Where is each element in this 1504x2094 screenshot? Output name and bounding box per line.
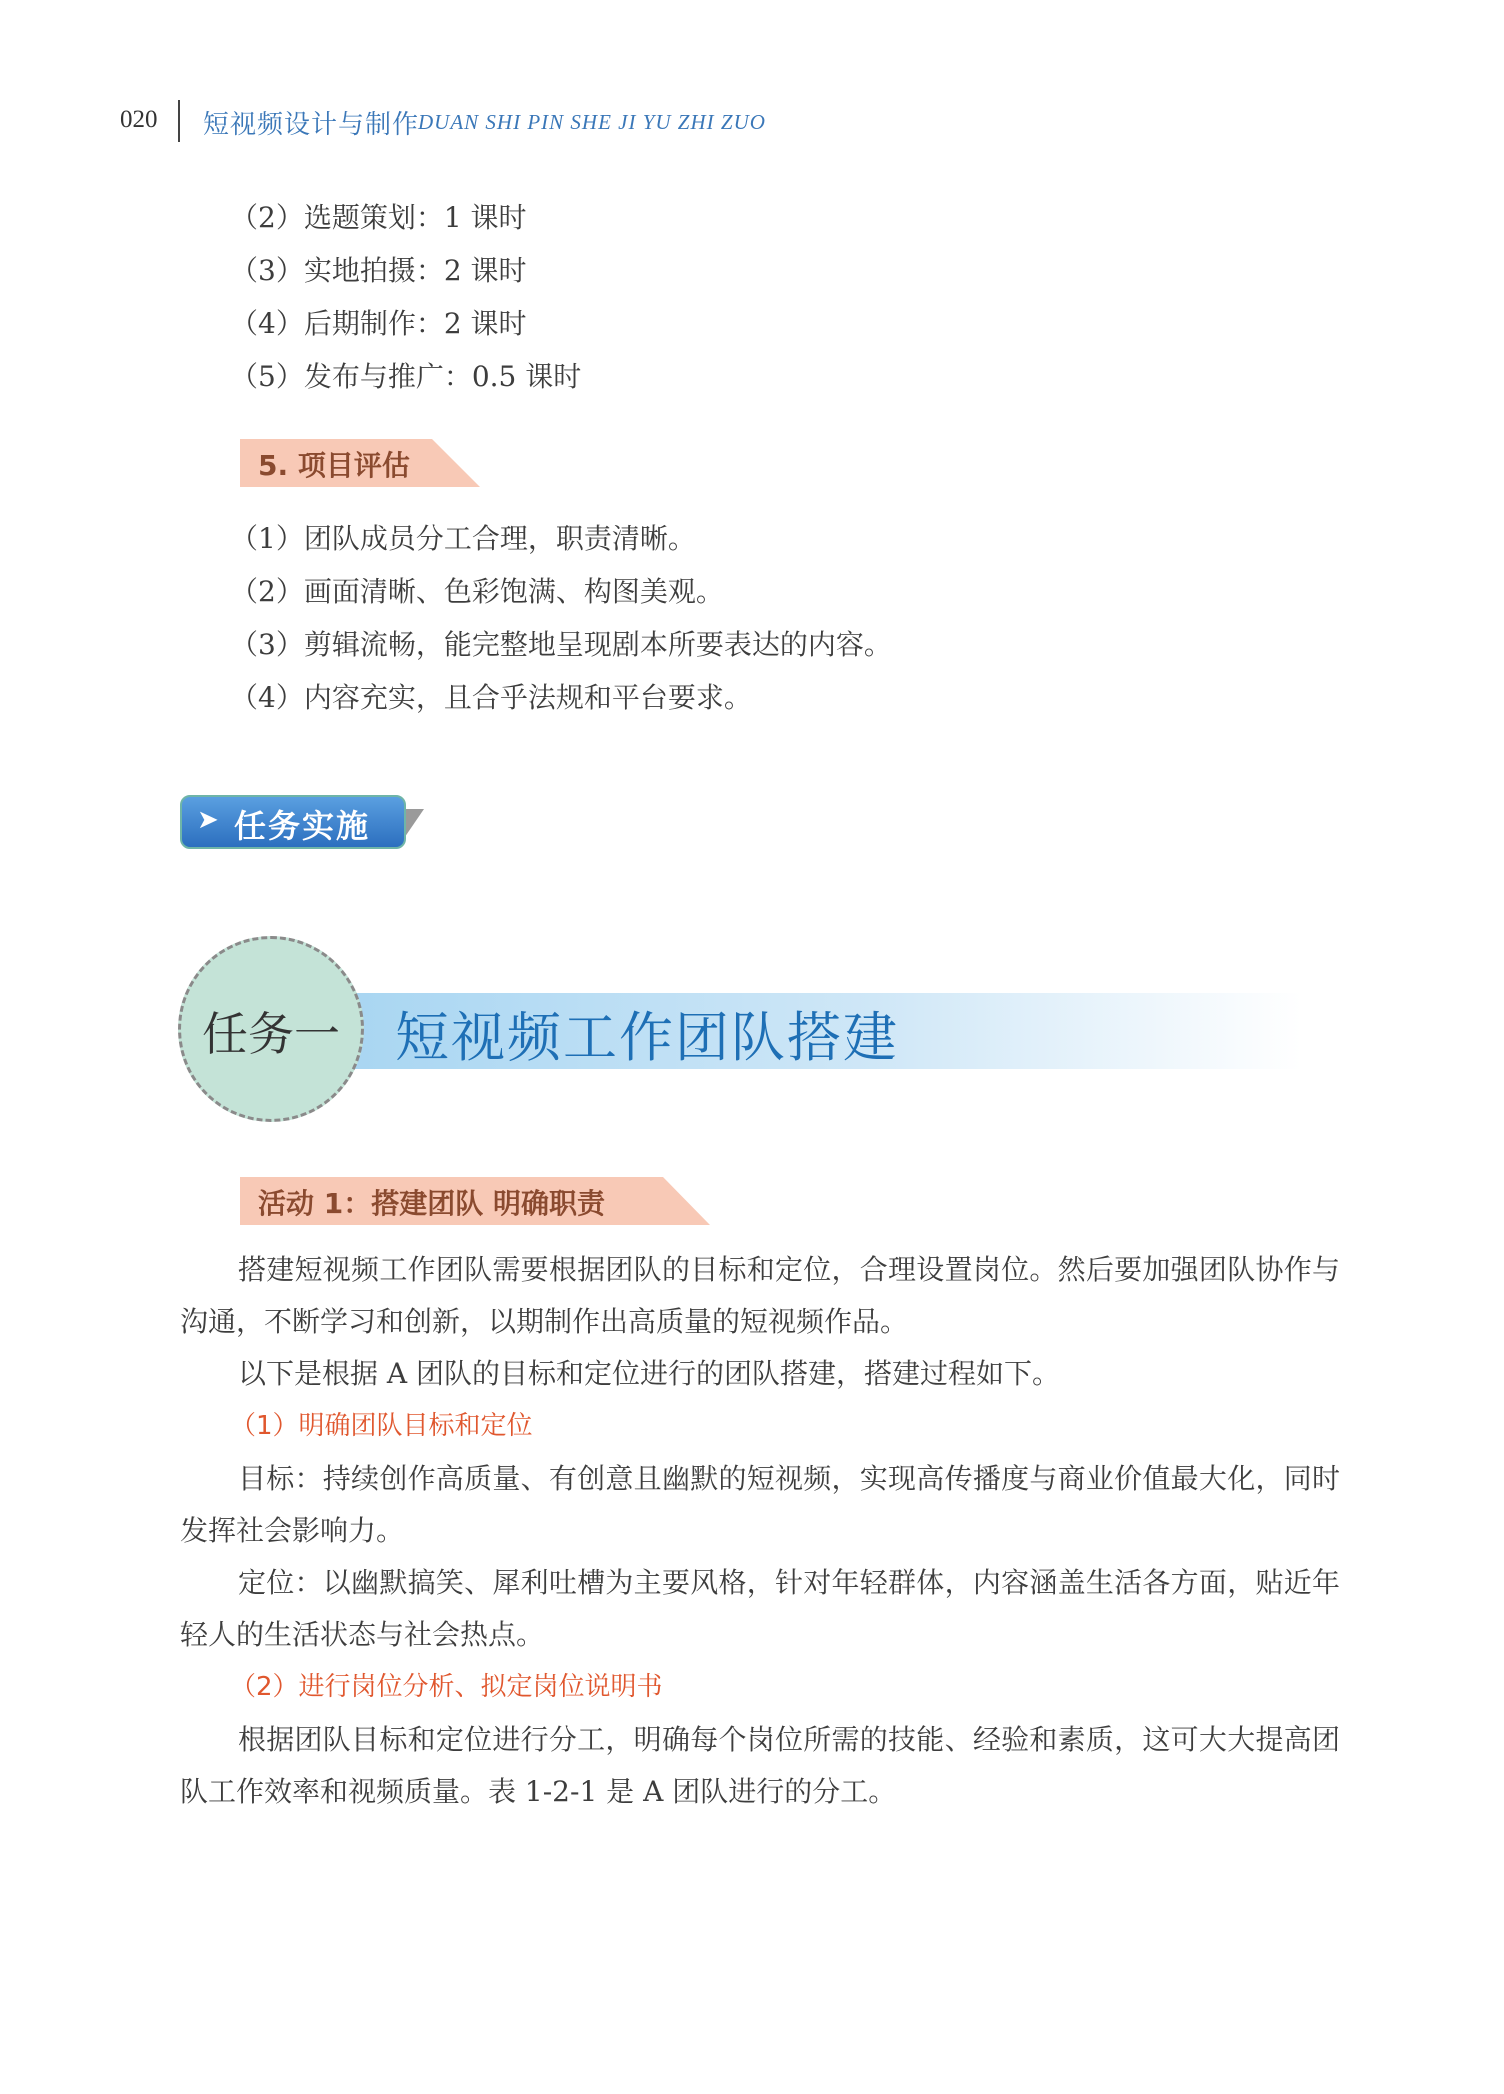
section-heading-text: 5. 项目评估 [258, 449, 410, 482]
section-heading-evaluation [240, 439, 480, 487]
schedule-item: （3）实地拍摄：2 课时 [230, 254, 527, 287]
book-title: 短视频设计与制作 [203, 110, 420, 140]
activity-heading-text: 活动 1：搭建团队 明确职责 [258, 1187, 605, 1220]
schedule-item: （5）发布与推广：0.5 课时 [230, 360, 582, 393]
header-divider [178, 100, 180, 142]
task-number: 任务一 [202, 1007, 340, 1061]
paragraph: 以下是根据 A 团队的目标和定位进行的团队搭建，搭建过程如下。 [238, 1357, 1061, 1390]
paragraph: 根据团队目标和定位进行分工，明确每个岗位所需的技能、经验和素质，这可大大提高团队工作效率和视频质量。表 1-2-1 是 A 团队进行的分工。 [180, 1723, 1340, 1808]
paragraph: 目标：持续创作高质量、有创意且幽默的短视频，实现高传播度与商业价值最大化，同时发挥社会影响力。 [180, 1462, 1340, 1547]
paragraph: 搭建短视频工作团队需要根据团队的目标和定位，合理设置岗位。然后要加强团队协作与沟通，不断学习和创新，以期制作出高质量的短视频作品。 [180, 1253, 1340, 1338]
subheading: （1）明确团队目标和定位 [230, 1411, 533, 1441]
task-title: 短视频工作团队搭建 [395, 1006, 899, 1069]
page-number: 020 [120, 106, 158, 133]
evaluation-item: （1）团队成员分工合理，职责清晰。 [230, 522, 696, 555]
paragraph: 定位：以幽默搞笑、犀利吐槽为主要风格，针对年轻群体，内容涵盖生活各方面，贴近年轻人的生活状态与社会热点。 [180, 1566, 1340, 1651]
activity-heading [240, 1177, 710, 1225]
schedule-item: （4）后期制作：2 课时 [230, 307, 527, 340]
evaluation-item: （3）剪辑流畅，能完整地呈现剧本所要表达的内容。 [230, 628, 892, 661]
evaluation-item: （2）画面清晰、色彩饱满、构图美观。 [230, 575, 724, 608]
evaluation-item: （4）内容充实，且合乎法规和平台要求。 [230, 681, 752, 714]
subheading: （2）进行岗位分析、拟定岗位说明书 [230, 1672, 663, 1702]
book-title-pinyin: DUAN SHI PIN SHE JI YU ZHI ZUO [418, 110, 766, 134]
badge-label: 任务实施 [234, 807, 371, 845]
schedule-item: （2）选题策划：1 课时 [230, 201, 527, 234]
task-implementation-badge [180, 795, 430, 853]
arrow-icon: ➤ [197, 805, 219, 835]
